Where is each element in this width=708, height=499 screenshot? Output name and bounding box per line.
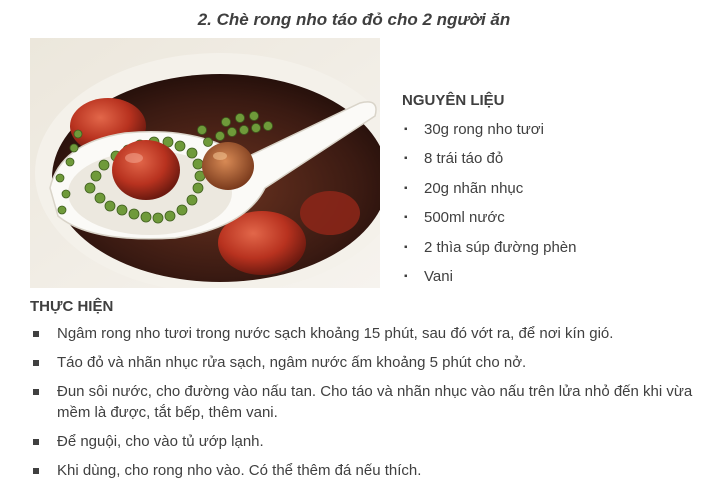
step-item: Khi dùng, cho rong nho vào. Có thể thêm đá nếu thích.: [30, 460, 700, 481]
ingredient-item: ▪ 30g rong nho tươi: [402, 115, 702, 144]
bullet-icon: ▪: [404, 182, 408, 194]
square-bullet-icon: [33, 389, 39, 395]
ingredients-section: [402, 92, 702, 291]
bullet-icon: ▪: [404, 241, 408, 253]
page-title: 2. Chè rong nho táo đỏ cho 2 người ăn: [197, 10, 511, 29]
step-item: Ngâm rong nho tươi trong nước sạch khoảng 15 phút, sau đó vớt ra, để nơi kín gió.: [30, 323, 700, 344]
ingredient-item: ▪ 20g nhãn nhục: [402, 174, 702, 203]
bullet-icon: ▪: [404, 153, 408, 165]
square-bullet-icon: [33, 331, 39, 337]
ingredient-item: ▪ 2 thìa súp đường phèn: [402, 233, 702, 262]
square-bullet-icon: [33, 360, 39, 366]
ingredient-item: ▪ 8 trái táo đỏ: [402, 144, 702, 173]
bullet-icon: ▪: [404, 124, 408, 135]
steps-list: [30, 323, 700, 481]
ingredient-item: ▪ 500ml nước: [402, 203, 702, 232]
step-item: Để nguội, cho vào tủ ướp lạnh.: [30, 431, 700, 452]
ingredient-item: ▪ Vani: [402, 262, 702, 291]
square-bullet-icon: [33, 439, 39, 445]
dessert-photo: [30, 38, 380, 288]
step-item: Đun sôi nước, cho đường vào nấu tan. Cho táo và nhãn nhục vào nấu trên lửa nhỏ đến khi vừa mềm là được, tắt bếp, thêm vani.: [30, 381, 700, 423]
square-bullet-icon: [33, 468, 39, 474]
step-item: Táo đỏ và nhãn nhục rửa sạch, ngâm nước ấm khoảng 5 phút cho nở.: [30, 352, 700, 373]
steps-heading: THỰC HIỆN: [30, 298, 114, 315]
bullet-icon: ▪: [404, 270, 408, 282]
ingredients-heading: NGUYÊN LIỆU: [402, 92, 505, 109]
bullet-icon: ▪: [404, 212, 408, 224]
ingredients-list: [402, 115, 702, 291]
steps-section: [30, 298, 700, 489]
